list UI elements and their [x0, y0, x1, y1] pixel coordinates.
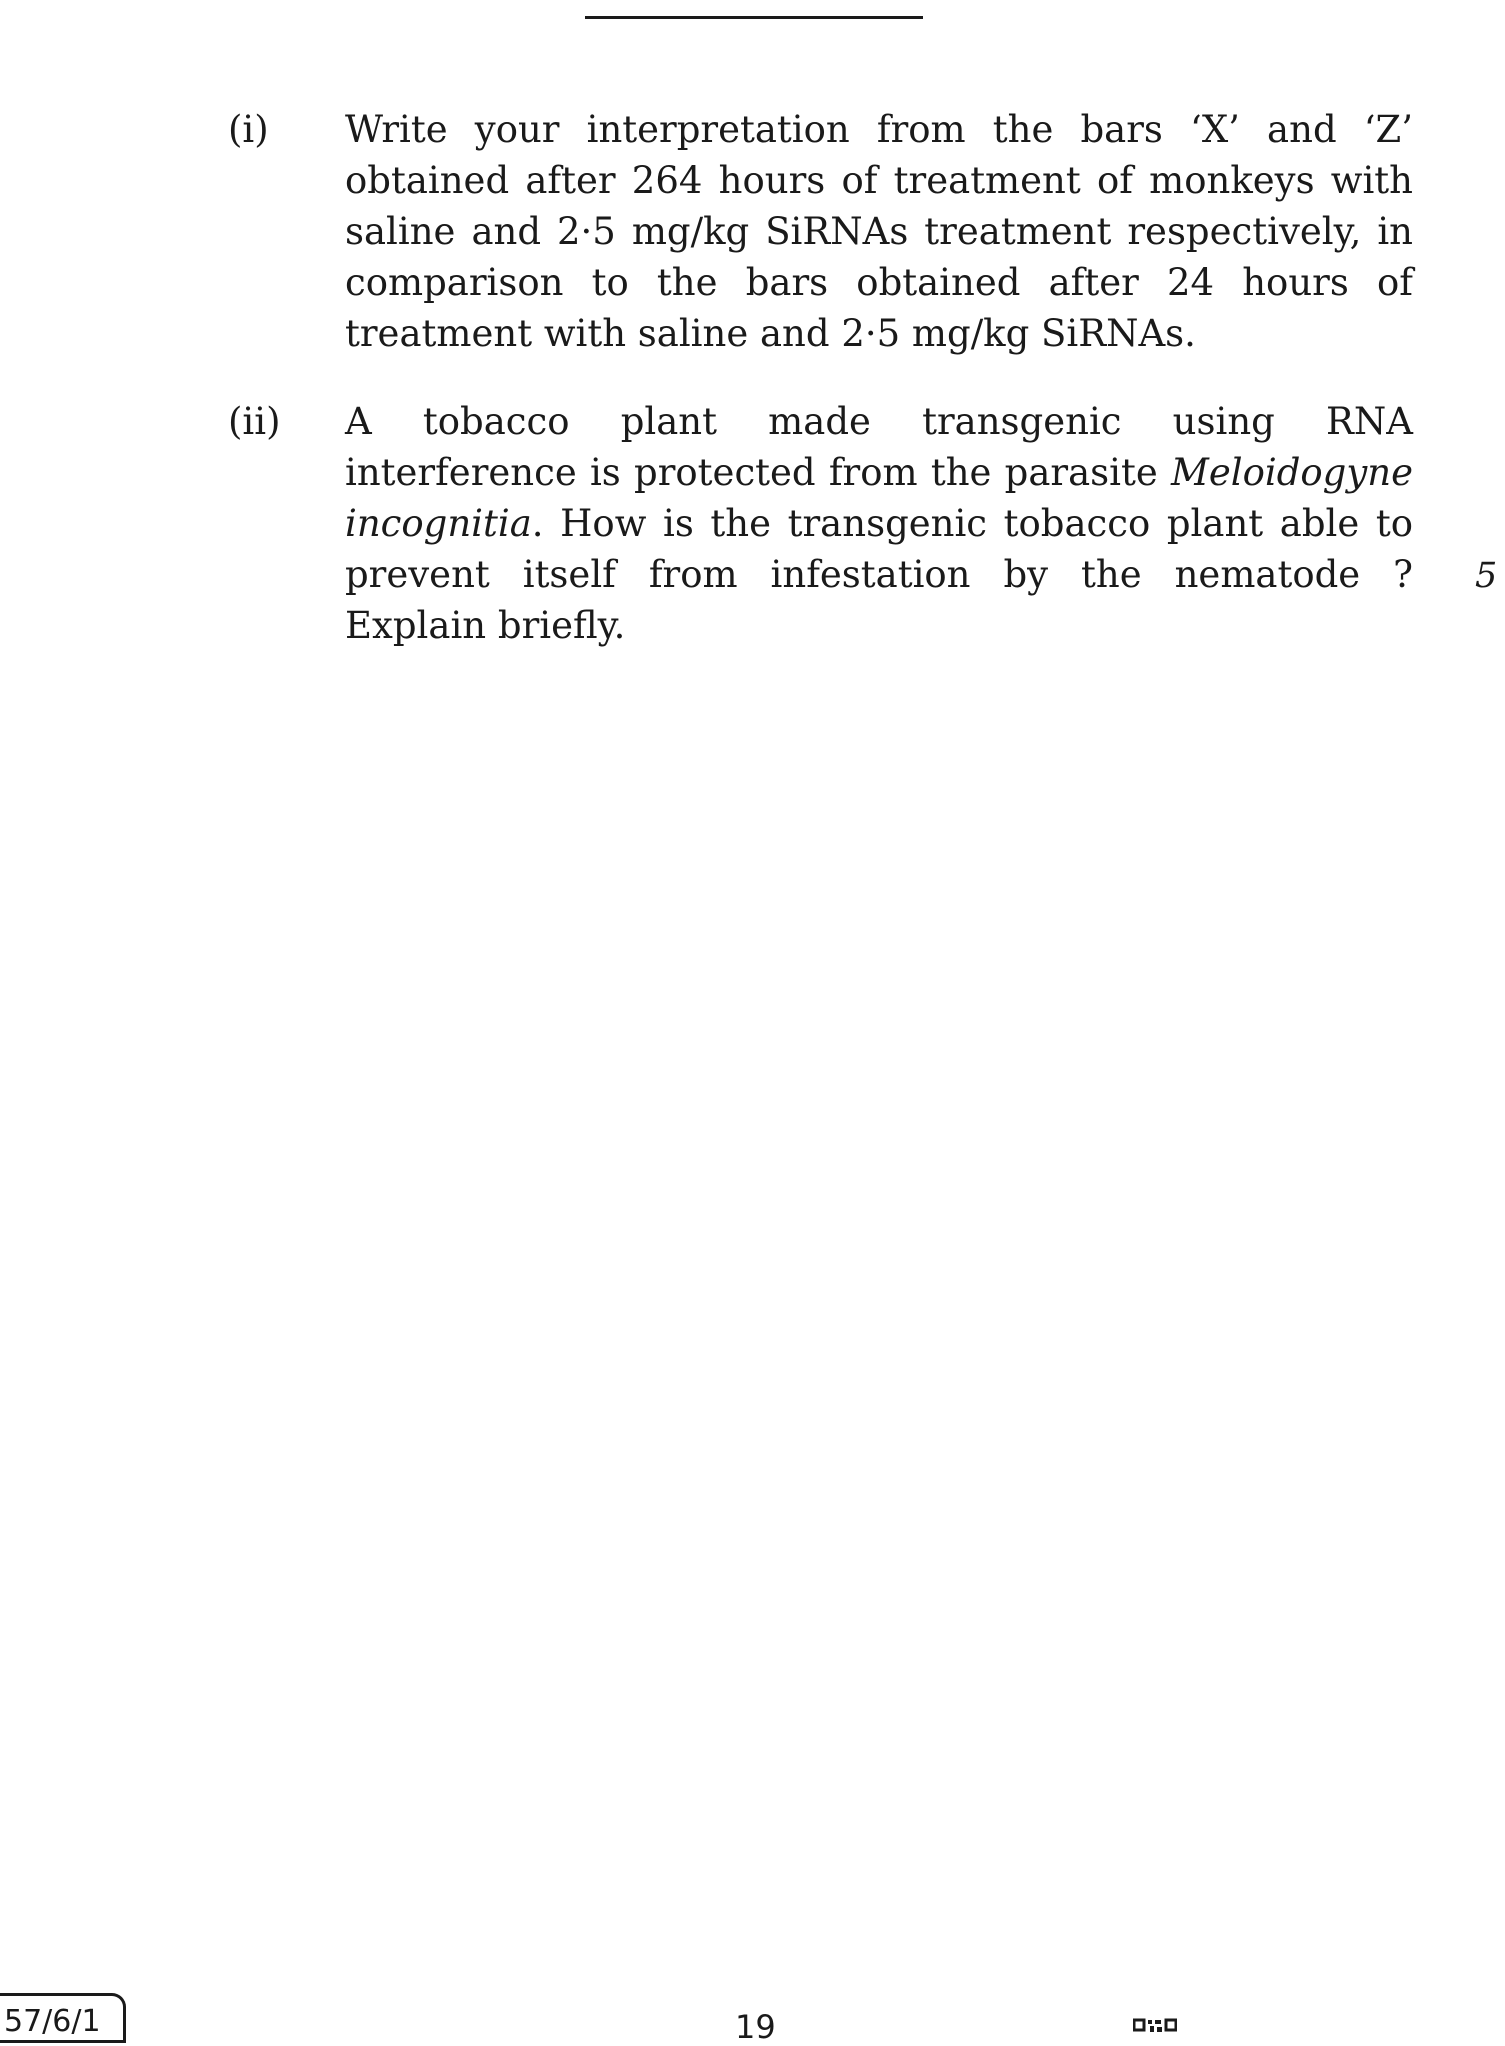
question-text: Write your interpretation from the bars ‘X’ and ‘Z’ obtained after 264 hours of treatment of monkeys with saline and 2·5 mg/kg SiRNAs treatment respectively, in comparison to the bars obtained after 24 hours of treatment with saline and 2·5 mg/kg SiRNAs. [345, 108, 1413, 355]
question-text-start: A tobacco plant made transgenic using RNA interference is protected from the parasite [345, 400, 1413, 494]
question-text [345, 396, 1413, 651]
question-label: (ii) [228, 400, 281, 443]
qr-code-icon [1133, 2018, 1177, 2034]
marks-value: 5 [1475, 556, 1498, 596]
top-divider [585, 16, 923, 19]
paper-code: 57/6/1 [0, 1993, 126, 2043]
question-text-end: . How is the transgenic tobacco plant able to prevent itself from infestation by the nematode ? Explain briefly. [345, 502, 1413, 647]
species-name: Meloidogyne incognitia [345, 451, 1413, 545]
page-number: 19 [735, 2008, 776, 2046]
question-label: (i) [228, 108, 269, 151]
